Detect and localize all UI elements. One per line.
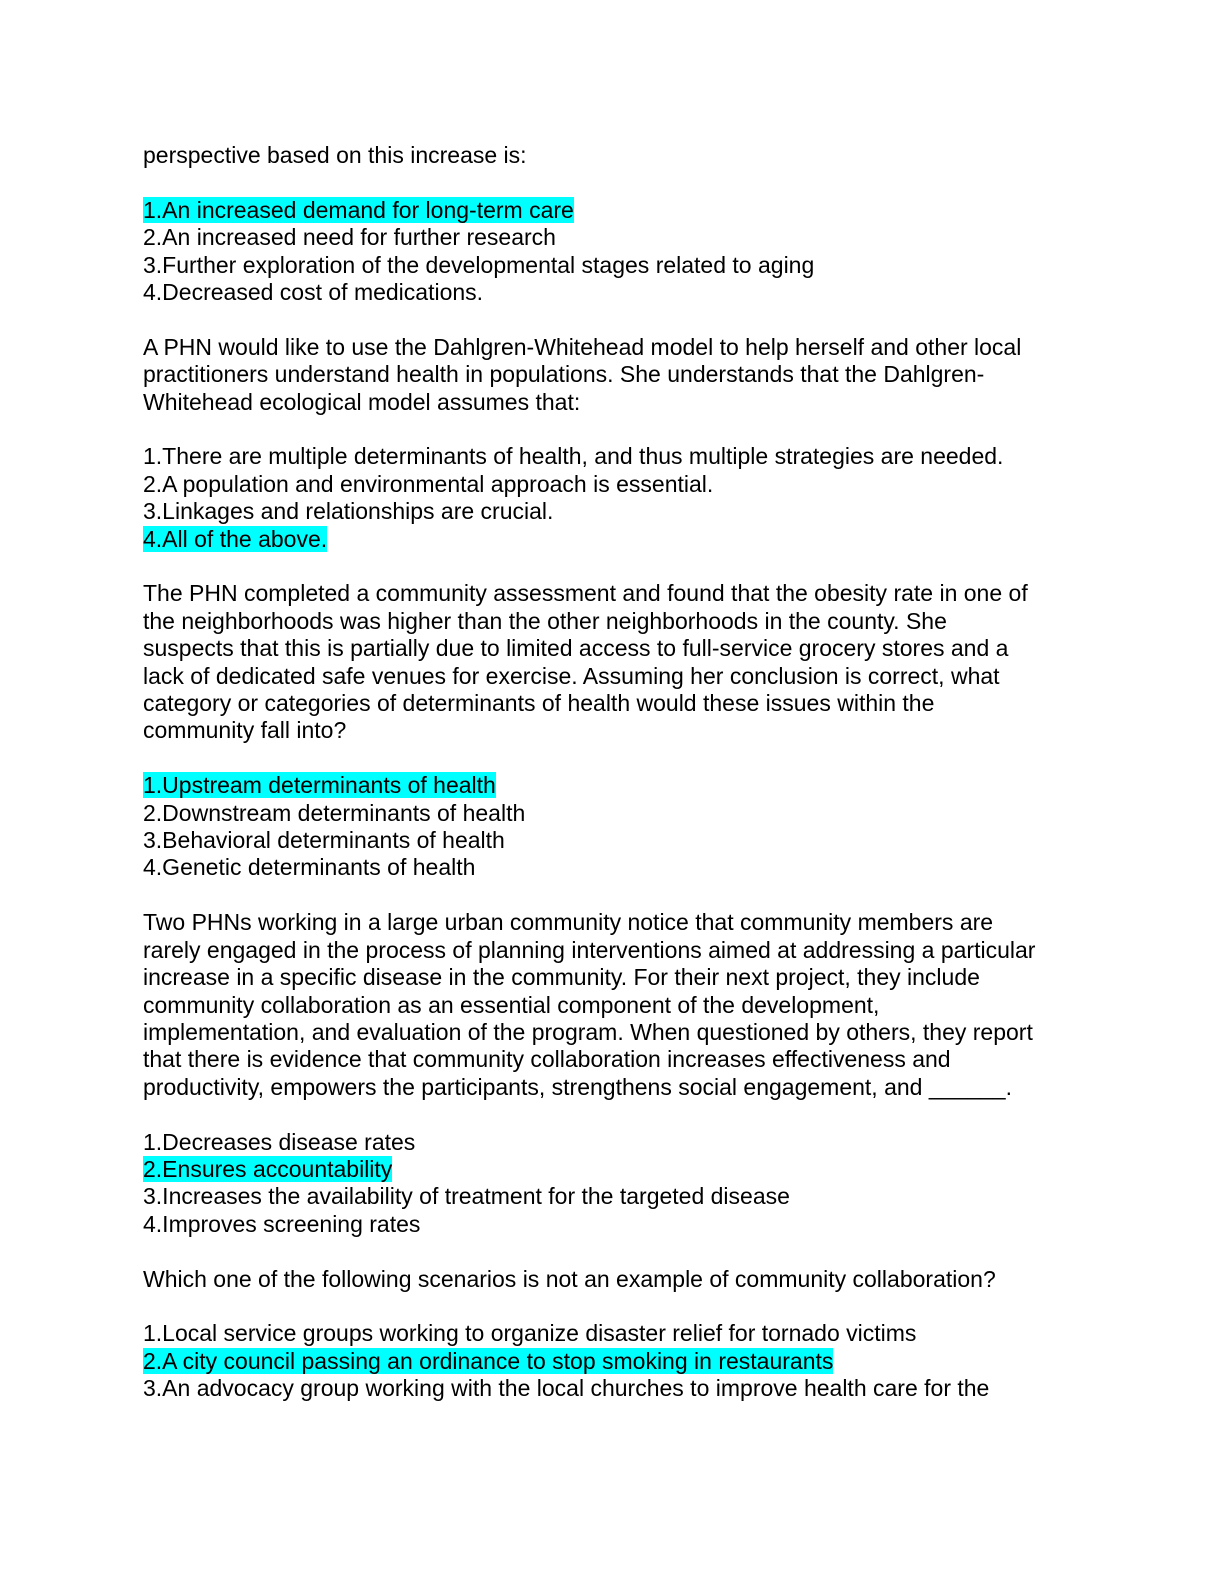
paragraph-gap [143,1238,1083,1265]
answer-option-highlighted [143,1156,1083,1183]
question-stem-line: practitioners understand health in populations. She understands that the Dahlgren- [143,361,985,388]
answer-option-text: 2.Ensures accountability [143,1155,393,1182]
answer-option-text: 4.Genetic determinants of health [143,854,476,881]
answer-option [143,443,1083,470]
answer-option-text: 1.Local service groups working to organize disaster relief for tornado victims [143,1320,917,1347]
answer-option-text: 3.Increases the availability of treatment for the targeted disease [143,1183,790,1210]
answer-option-text: 3.Behavioral determinants of health [143,827,505,854]
question-stem-line: community collaboration as an essential component of the development, [143,991,880,1018]
answer-option-highlighted [143,1348,1083,1375]
answer-option-text: 1.Upstream determinants of health [143,772,496,799]
question-stem-line: that there is evidence that community collaboration increases effectiveness and [143,1046,951,1073]
answer-option [143,800,1083,827]
answer-option [143,827,1083,854]
answer-option [143,471,1083,498]
question-stem-line: suspects that this is partially due to limited access to full-service grocery stores and a [143,635,1009,662]
answer-option [143,1211,1083,1238]
answer-option [143,854,1083,881]
answer-option-highlighted [143,197,1083,224]
question-stem-line: Which one of the following scenarios is not an example of community collaboration? [143,1265,996,1292]
question-stem-line: rarely engaged in the process of planning interventions aimed at addressing a particular [143,936,1036,963]
answer-option [143,1129,1083,1156]
paragraph-gap [143,1101,1083,1128]
question-stem-line: the neighborhoods was higher than the other neighborhoods in the county. She [143,607,947,634]
question-stem-line: category or categories of determinants of health would these issues within the [143,690,935,717]
answer-option [143,279,1083,306]
answer-option-text: 1.Decreases disease rates [143,1128,416,1155]
question-stem-line: Whitehead ecological model assumes that: [143,388,581,415]
paragraph-gap [143,745,1083,772]
question-stem-line: A PHN would like to use the Dahlgren-Whitehead model to help herself and other local [143,333,1022,360]
paragraph-gap [143,553,1083,580]
answer-option [143,252,1083,279]
question-stem-line: lack of dedicated safe venues for exercise. Assuming her conclusion is correct, what [143,662,1000,689]
question-stem-line: community fall into? [143,717,347,744]
answer-option-text: 3.Linkages and relationships are crucial. [143,498,554,525]
question-stem-line: perspective based on this increase is: [143,142,527,168]
answer-option [143,1375,1083,1402]
answer-option-text: 2.A population and environmental approach is essential. [143,470,714,497]
paragraph-gap [143,1293,1083,1320]
paragraph-gap [143,882,1083,909]
paragraph-gap [143,416,1083,443]
question-stem-line: The PHN completed a community assessment and found that the obesity rate in one of [143,580,1028,607]
answer-option-text: 2.A city council passing an ordinance to stop smoking in restaurants [143,1347,834,1374]
answer-option-text: 2.An increased need for further research [143,224,556,251]
answer-option [143,498,1083,525]
answer-option-text: 2.Downstream determinants of health [143,799,526,826]
answer-option [143,1183,1083,1210]
question-stem-line: increase in a specific disease in the community. For their next project, they include [143,964,980,991]
answer-option-text: 4.Decreased cost of medications. [143,279,484,306]
question-stem-line: productivity, empowers the participants, strengthens social engagement, and ______. [143,1073,1012,1100]
paragraph-gap [143,306,1083,333]
question-stem-line: implementation, and evaluation of the program. When questioned by others, they report [143,1018,1033,1045]
answer-option-text: 1.An increased demand for long-term care [143,196,574,223]
document-page [143,142,1083,1403]
answer-option-highlighted [143,772,1083,799]
answer-option-text: 3.Further exploration of the developmental stages related to aging [143,251,815,278]
answer-option-text: 3.An advocacy group working with the local churches to improve health care for the [143,1375,990,1402]
answer-option [143,1320,1083,1347]
answer-option-text: 1.There are multiple determinants of health, and thus multiple strategies are needed. [143,443,1004,470]
answer-option-text: 4.Improves screening rates [143,1210,421,1237]
question-stem-line: Two PHNs working in a large urban community notice that community members are [143,909,994,936]
paragraph-gap [143,169,1083,196]
answer-option-highlighted [143,526,1083,553]
answer-option [143,224,1083,251]
answer-option-text: 4.All of the above. [143,525,328,552]
